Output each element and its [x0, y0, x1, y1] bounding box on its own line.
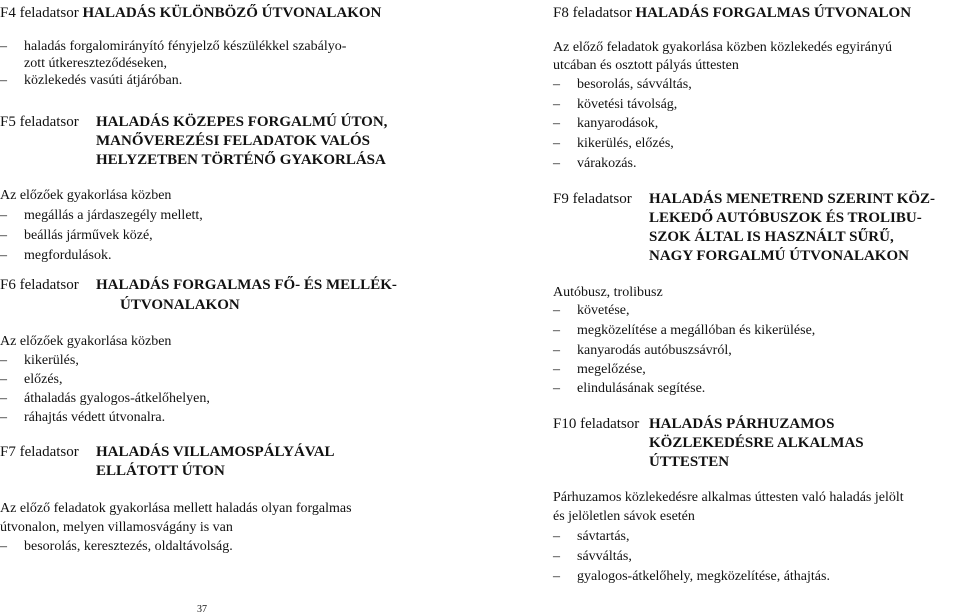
list-item: áthaladás gyalogos-átkelőhelyen, [24, 391, 210, 406]
f10-title-line: ÚTTESTEN [649, 454, 730, 470]
list-item: ráhajtás védett útvonalra. [24, 410, 166, 425]
f5-prefix: F5 feladatsor [0, 114, 79, 130]
f8-prefix: F8 feladatsor [553, 5, 632, 21]
f10-intro-line: Párhuzamos közlekedésre alkalmas úttesten való haladás jelölt [553, 490, 904, 505]
dash-marker: – [553, 343, 560, 358]
list-item: kanyarodások, [577, 116, 659, 131]
list-item: gyalogos-átkelőhely, megközelítése, áthajtás. [577, 569, 830, 584]
dash-marker: – [0, 228, 7, 243]
f5-title-line: HELYZETBEN TÖRTÉNŐ GYAKORLÁSA [96, 152, 386, 168]
f7-prefix: F7 feladatsor [0, 444, 79, 460]
dash-marker: – [553, 77, 560, 92]
list-item: közlekedés vasúti átjáróban. [24, 73, 183, 88]
dash-marker: – [0, 391, 7, 406]
list-item: követési távolság, [577, 97, 678, 112]
list-item: várakozás. [577, 156, 637, 171]
list-item: kanyarodás autóbuszsávról, [577, 343, 732, 358]
f5-title-line: HALADÁS KÖZEPES FORGALMÚ ÚTON, [96, 114, 388, 130]
f7-intro-line: útvonalon, melyen villamosvágány is van [0, 520, 233, 535]
dash-marker: – [0, 73, 7, 88]
list-item: kikerülés, [24, 353, 79, 368]
f9-intro: Autóbusz, trolibusz [553, 285, 663, 300]
f6-title-line: HALADÁS FORGALMAS FŐ- ÉS MELLÉK- [96, 277, 397, 293]
f7-title-line: ELLÁTOTT ÚTON [96, 463, 225, 479]
f6-intro: Az előzőek gyakorlása közben [0, 334, 172, 349]
list-item: beállás járművek közé, [24, 228, 153, 243]
f5-intro: Az előzőek gyakorlása közben [0, 188, 172, 203]
dash-marker: – [553, 549, 560, 564]
f4-title: HALADÁS KÜLÖNBÖZŐ ÚTVONALAKON [82, 5, 382, 21]
dash-marker: – [0, 353, 7, 368]
dash-marker: – [553, 136, 560, 151]
f10-title-line: KÖZLEKEDÉSRE ALKALMAS [649, 435, 864, 451]
list-item: kikerülés, előzés, [577, 136, 674, 151]
dash-marker: – [0, 539, 7, 554]
list-item: sávváltás, [577, 549, 632, 564]
f8-intro-line: utcában és osztott pályás úttesten [553, 58, 739, 73]
dash-marker: – [0, 208, 7, 223]
dash-marker: – [0, 372, 7, 387]
f10-prefix: F10 feladatsor [553, 416, 640, 432]
dash-marker: – [553, 323, 560, 338]
list-item: megállás a járdaszegély mellett, [24, 208, 203, 223]
dash-marker: – [553, 529, 560, 544]
f10-title-line: HALADÁS PÁRHUZAMOS [649, 416, 835, 432]
list-item: követése, [577, 303, 630, 318]
f9-title-line: LEKEDŐ AUTÓBUSZOK ÉS TROLIBU- [649, 210, 922, 226]
f6-prefix: F6 feladatsor [0, 277, 79, 293]
f9-title-line: HALADÁS MENETREND SZERINT KÖZ- [649, 191, 936, 207]
list-item: zott útkereszteződéseken, [24, 56, 168, 71]
f6-title-line: ÚTVONALAKON [120, 297, 240, 313]
f8-heading [553, 4, 911, 22]
dash-marker: – [0, 248, 7, 263]
page-number: 37 [197, 604, 207, 615]
dash-marker: – [553, 116, 560, 131]
f10-intro-line: és jelöletlen sávok esetén [553, 509, 695, 524]
f7-intro-line: Az előző feladatok gyakorlása mellett haladás olyan forgalmas [0, 501, 352, 516]
dash-marker: – [553, 362, 560, 377]
list-item: haladás forgalomirányító fényjelző készülékkel szabályo- [24, 39, 347, 54]
dash-marker: – [553, 381, 560, 396]
list-item: elindulásának segítése. [577, 381, 706, 396]
list-item: besorolás, sávváltás, [577, 77, 692, 92]
f4-prefix: F4 feladatsor [0, 5, 79, 21]
f8-intro-line: Az előző feladatok gyakorlása közben közlekedés egyirányú [553, 40, 892, 55]
f5-title-line: MANŐVEREZÉSI FELADATOK VALÓS [96, 133, 370, 149]
list-item: sávtartás, [577, 529, 630, 544]
list-item: besorolás, keresztezés, oldaltávolság. [24, 539, 233, 554]
f4-heading [0, 4, 381, 22]
dash-marker: – [553, 156, 560, 171]
list-item: megfordulások. [24, 248, 112, 263]
dash-marker: – [0, 39, 7, 54]
list-item: előzés, [24, 372, 63, 387]
f8-title: HALADÁS FORGALMAS ÚTVONALON [635, 5, 912, 21]
f7-title-line: HALADÁS VILLAMOSPÁLYÁVAL [96, 444, 335, 460]
list-item: megközelítése a megállóban és kikerülése, [577, 323, 816, 338]
dash-marker: – [0, 410, 7, 425]
f9-prefix: F9 feladatsor [553, 191, 632, 207]
dash-marker: – [553, 303, 560, 318]
f9-title-line: NAGY FORGALMÚ ÚTVONALAKON [649, 248, 909, 264]
dash-marker: – [553, 569, 560, 584]
list-item: megelőzése, [577, 362, 646, 377]
dash-marker: – [553, 97, 560, 112]
f9-title-line: SZOK ÁLTAL IS HASZNÁLT SŰRŰ, [649, 229, 894, 245]
